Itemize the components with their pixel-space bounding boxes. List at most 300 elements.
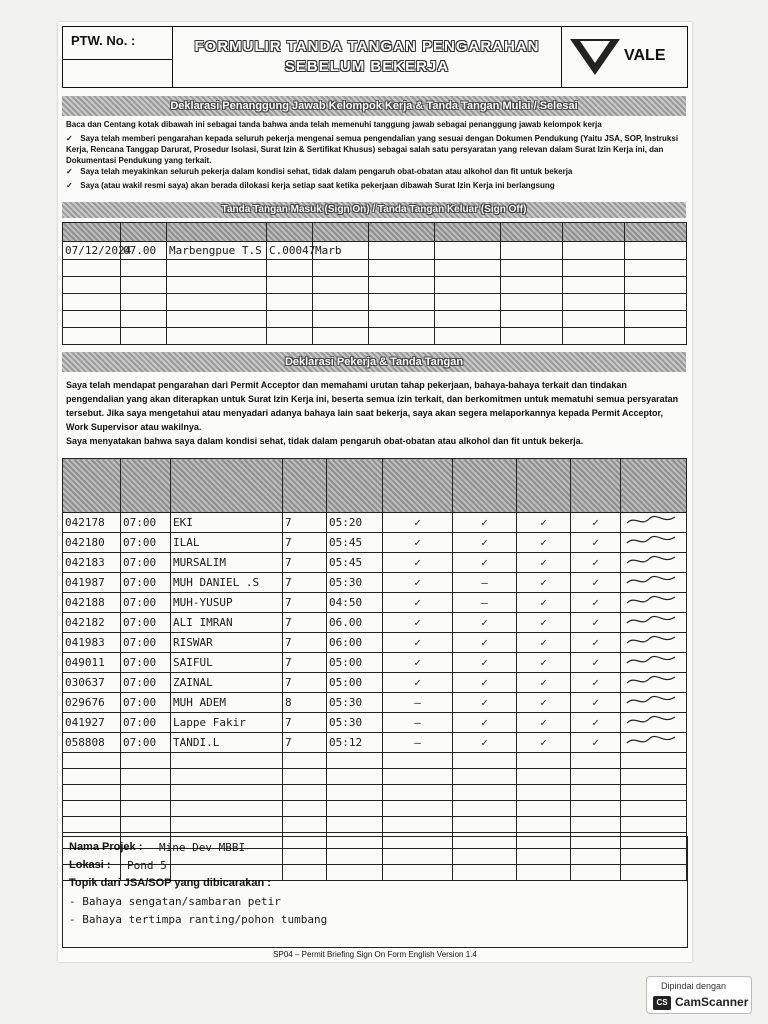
- signon-th: [435, 223, 501, 242]
- signon-cell[interactable]: [625, 242, 687, 260]
- worker-cell[interactable]: [327, 753, 383, 769]
- worker-name[interactable]: ZAINAL: [171, 673, 283, 693]
- worker-th: [453, 459, 517, 513]
- worker-cell[interactable]: [453, 753, 517, 769]
- worker-cell[interactable]: [517, 753, 571, 769]
- signon-time[interactable]: 07.00: [121, 242, 167, 260]
- worker-c1[interactable]: ✓: [383, 573, 453, 593]
- worker-cell[interactable]: [121, 753, 171, 769]
- worker-c3[interactable]: ✓: [517, 733, 571, 753]
- worker-cell[interactable]: [327, 817, 383, 833]
- signon-cell[interactable]: [563, 311, 625, 328]
- signon-th: [267, 223, 313, 242]
- signon-cell[interactable]: [369, 277, 435, 294]
- worker-empty-row: [63, 801, 687, 817]
- worker-cell[interactable]: [517, 817, 571, 833]
- worker-c1[interactable]: ✓: [383, 613, 453, 633]
- worker-cell[interactable]: [283, 801, 327, 817]
- topic-1[interactable]: - Bahaya sengatan/sambaran petir: [69, 895, 281, 908]
- signon-cell[interactable]: [121, 311, 167, 328]
- signon-cell[interactable]: [313, 294, 369, 311]
- worker-c2[interactable]: ✓: [453, 553, 517, 573]
- worker-cell[interactable]: [453, 785, 517, 801]
- signon-cell[interactable]: [501, 294, 563, 311]
- worker-id[interactable]: 041983: [63, 633, 121, 653]
- worker-cell[interactable]: [327, 769, 383, 785]
- worker-cell[interactable]: [121, 817, 171, 833]
- worker-hours[interactable]: 7: [283, 513, 327, 533]
- worker-id[interactable]: 042182: [63, 613, 121, 633]
- signon-cell[interactable]: [501, 260, 563, 277]
- worker-row: [63, 573, 687, 593]
- worker-cell[interactable]: [171, 817, 283, 833]
- worker-cell[interactable]: [571, 753, 621, 769]
- worker-cell[interactable]: [517, 769, 571, 785]
- signon-cell[interactable]: [167, 294, 267, 311]
- worker-signature[interactable]: [621, 533, 687, 553]
- signon-cell[interactable]: [167, 328, 267, 345]
- worker-row: [63, 653, 687, 673]
- worker-c1[interactable]: ✓: [383, 533, 453, 553]
- worker-c3[interactable]: ✓: [517, 693, 571, 713]
- worker-sleep[interactable]: 05:30: [327, 693, 383, 713]
- worker-sleep[interactable]: 05:45: [327, 533, 383, 553]
- worker-cell[interactable]: [383, 785, 453, 801]
- signon-cell[interactable]: [313, 311, 369, 328]
- worker-c2[interactable]: ✓: [453, 693, 517, 713]
- worker-c2[interactable]: ✓: [453, 673, 517, 693]
- worker-c4[interactable]: ✓: [571, 653, 621, 673]
- worker-th: [283, 459, 327, 513]
- worker-cell[interactable]: [621, 817, 687, 833]
- worker-name[interactable]: MURSALIM: [171, 553, 283, 573]
- worker-time[interactable]: 07:00: [121, 633, 171, 653]
- camscanner-caption: Dipindai dengan: [661, 981, 727, 991]
- item-1-text: Saya telah memberi pengarahan kepada seluruh pekerja mengenai semua pengendalian yang sesuai dengan Dokumen Pendukung (Yaitu JSA, SOP, Instruksi Kerja, Rencana Tanggap Darurat, Prosedur Isolasi, Surat Izin & Sertifikat Khusus) sebagai salah satu persyaratan yang relevan dalam Surat Izin Kerja ini, dan Dokumentasi Pendukung yang terkait.: [66, 134, 679, 165]
- signon-cell[interactable]: [435, 294, 501, 311]
- signon-cell[interactable]: [625, 328, 687, 345]
- worker-signature[interactable]: [621, 573, 687, 593]
- signon-cell[interactable]: [435, 242, 501, 260]
- signon-th: [167, 223, 267, 242]
- signature-scribble: [623, 673, 679, 687]
- worker-time[interactable]: 07:00: [121, 573, 171, 593]
- worker-cell[interactable]: [171, 753, 283, 769]
- signon-cell[interactable]: [267, 328, 313, 345]
- signon-id[interactable]: C.00047: [267, 242, 313, 260]
- signon-cell[interactable]: [63, 260, 121, 277]
- signon-th: [625, 223, 687, 242]
- signon-cell[interactable]: [369, 328, 435, 345]
- worker-cell[interactable]: [63, 817, 121, 833]
- worker-name[interactable]: Lappe Fakir: [171, 713, 283, 733]
- worker-hours[interactable]: 7: [283, 573, 327, 593]
- signon-header-row: [63, 223, 687, 242]
- worker-hours[interactable]: 7: [283, 613, 327, 633]
- signon-cell[interactable]: [267, 311, 313, 328]
- worker-c2[interactable]: ✓: [453, 533, 517, 553]
- signon-cell[interactable]: [121, 294, 167, 311]
- worker-c1[interactable]: —: [383, 713, 453, 733]
- worker-th: [63, 459, 121, 513]
- signon-cell[interactable]: [563, 260, 625, 277]
- worker-row: [63, 513, 687, 533]
- signon-cell[interactable]: [369, 242, 435, 260]
- worker-cell[interactable]: [571, 769, 621, 785]
- signon-cell[interactable]: [625, 294, 687, 311]
- worker-signature[interactable]: [621, 633, 687, 653]
- worker-cell[interactable]: [63, 801, 121, 817]
- worker-hours[interactable]: 7: [283, 713, 327, 733]
- worker-c2[interactable]: —: [453, 593, 517, 613]
- worker-c4[interactable]: ✓: [571, 693, 621, 713]
- checkbox-1[interactable]: ✓: [66, 134, 73, 143]
- worker-sleep[interactable]: 05:00: [327, 673, 383, 693]
- signon-cell[interactable]: [501, 328, 563, 345]
- worker-c2[interactable]: ✓: [453, 733, 517, 753]
- checkbox-3[interactable]: ✓: [66, 181, 73, 190]
- worker-signature[interactable]: [621, 613, 687, 633]
- worker-hours[interactable]: 7: [283, 633, 327, 653]
- worker-th: [171, 459, 283, 513]
- worker-c1[interactable]: ✓: [383, 553, 453, 573]
- worker-cell[interactable]: [453, 801, 517, 817]
- worker-id[interactable]: 042178: [63, 513, 121, 533]
- worker-cell[interactable]: [621, 801, 687, 817]
- worker-c3[interactable]: ✓: [517, 673, 571, 693]
- worker-id[interactable]: 042183: [63, 553, 121, 573]
- worker-header-row: [63, 459, 687, 513]
- signon-cell[interactable]: [267, 260, 313, 277]
- worker-cell[interactable]: [121, 801, 171, 817]
- worker-c1[interactable]: —: [383, 693, 453, 713]
- worker-cell[interactable]: [517, 801, 571, 817]
- worker-sleep[interactable]: 06.00: [327, 613, 383, 633]
- worker-row: [63, 613, 687, 633]
- worker-name[interactable]: SAIFUL: [171, 653, 283, 673]
- worker-declaration: [66, 378, 682, 448]
- worker-th: [571, 459, 621, 513]
- signon-cell[interactable]: [313, 277, 369, 294]
- signon-th: [563, 223, 625, 242]
- signon-empty-row: [63, 294, 687, 311]
- worker-signature[interactable]: [621, 693, 687, 713]
- worker-time[interactable]: 07:00: [121, 673, 171, 693]
- worker-c1[interactable]: ✓: [383, 593, 453, 613]
- worker-c2[interactable]: ✓: [453, 633, 517, 653]
- worker-c2[interactable]: ✓: [453, 513, 517, 533]
- worker-cell[interactable]: [571, 801, 621, 817]
- worker-time[interactable]: 07:00: [121, 593, 171, 613]
- worker-cell[interactable]: [383, 817, 453, 833]
- worker-id[interactable]: 042180: [63, 533, 121, 553]
- worker-hours[interactable]: 8: [283, 693, 327, 713]
- worker-hours[interactable]: 7: [283, 533, 327, 553]
- signon-cell[interactable]: [501, 277, 563, 294]
- signature-scribble: [623, 553, 679, 567]
- worker-cell[interactable]: [383, 769, 453, 785]
- signon-cell[interactable]: [563, 328, 625, 345]
- form-sheet: [58, 22, 692, 962]
- signon-bar: Tanda Tangan Masuk (Sign On) / Tanda Tangan Keluar (Sign Off): [62, 202, 686, 218]
- signon-cell[interactable]: [369, 311, 435, 328]
- declaration-text-2: Saya menyatakan bahwa saya dalam kondisi sehat, tidak dalam pengaruh obat-obatan atau alkohol dan fit untuk bekerja.: [66, 436, 584, 446]
- worker-c4[interactable]: ✓: [571, 633, 621, 653]
- signon-cell[interactable]: [625, 311, 687, 328]
- worker-row: [63, 693, 687, 713]
- worker-c4[interactable]: ✓: [571, 713, 621, 733]
- worker-name[interactable]: MUH ADEM: [171, 693, 283, 713]
- worker-cell[interactable]: [283, 817, 327, 833]
- signon-th: [369, 223, 435, 242]
- worker-cell[interactable]: [171, 785, 283, 801]
- worker-table: [62, 458, 687, 881]
- worker-row: [63, 553, 687, 573]
- worker-time[interactable]: 07:00: [121, 553, 171, 573]
- section1-item-2: [66, 166, 682, 177]
- worker-cell[interactable]: [121, 769, 171, 785]
- worker-th: [383, 459, 453, 513]
- signon-date[interactable]: 07/12/2024: [63, 242, 121, 260]
- worker-sleep[interactable]: 05:45: [327, 553, 383, 573]
- worker-sleep[interactable]: 05:12: [327, 733, 383, 753]
- signon-cell[interactable]: [167, 260, 267, 277]
- worker-c3[interactable]: ✓: [517, 713, 571, 733]
- worker-name[interactable]: EKI: [171, 513, 283, 533]
- worker-c4[interactable]: ✓: [571, 553, 621, 573]
- worker-c1[interactable]: ✓: [383, 513, 453, 533]
- worker-cell[interactable]: [327, 801, 383, 817]
- form-footer: SP04 – Permit Briefing Sign On Form English Version 1.4: [273, 950, 477, 959]
- worker-cell[interactable]: [453, 817, 517, 833]
- signon-cell[interactable]: [167, 311, 267, 328]
- signon-cell[interactable]: [369, 260, 435, 277]
- signon-cell[interactable]: [435, 277, 501, 294]
- worker-cell[interactable]: [171, 769, 283, 785]
- worker-cell[interactable]: [63, 753, 121, 769]
- signon-cell[interactable]: [121, 328, 167, 345]
- worker-time[interactable]: 07:00: [121, 713, 171, 733]
- worker-cell[interactable]: [283, 753, 327, 769]
- signon-name[interactable]: Marbengpue T.S: [167, 242, 267, 260]
- worker-id[interactable]: 029676: [63, 693, 121, 713]
- worker-c4[interactable]: ✓: [571, 593, 621, 613]
- signon-cell[interactable]: [313, 328, 369, 345]
- worker-cell[interactable]: [571, 785, 621, 801]
- worker-hours[interactable]: 7: [283, 553, 327, 573]
- signon-cell[interactable]: [435, 328, 501, 345]
- signature-scribble: [623, 733, 679, 747]
- signon-cell[interactable]: [63, 277, 121, 294]
- worker-c3[interactable]: ✓: [517, 633, 571, 653]
- worker-cell[interactable]: [621, 753, 687, 769]
- worker-cell[interactable]: [283, 769, 327, 785]
- worker-id[interactable]: 042188: [63, 593, 121, 613]
- section1-item-1: [66, 133, 682, 166]
- signon-cell[interactable]: [369, 294, 435, 311]
- signon-cell[interactable]: [563, 277, 625, 294]
- signon-th: [121, 223, 167, 242]
- signature-scribble: [623, 573, 679, 587]
- signon-cell[interactable]: [63, 328, 121, 345]
- signature-scribble: [623, 613, 679, 627]
- worker-id[interactable]: 041987: [63, 573, 121, 593]
- project-name-value[interactable]: Mine Dev MBBI: [159, 841, 246, 854]
- signon-cell[interactable]: [501, 311, 563, 328]
- signon-cell[interactable]: [435, 311, 501, 328]
- worker-c4[interactable]: ✓: [571, 513, 621, 533]
- signon-signature[interactable]: Marb: [313, 242, 369, 260]
- signon-cell[interactable]: [501, 242, 563, 260]
- checkbox-2[interactable]: ✓: [66, 167, 73, 176]
- ptw-divider: [63, 59, 173, 60]
- signon-cell[interactable]: [167, 277, 267, 294]
- worker-cell[interactable]: [121, 785, 171, 801]
- signon-cell[interactable]: [625, 260, 687, 277]
- worker-cell[interactable]: [383, 753, 453, 769]
- vale-v-icon: [570, 37, 620, 77]
- signon-cell[interactable]: [435, 260, 501, 277]
- worker-sleep[interactable]: 05:30: [327, 713, 383, 733]
- worker-th: [517, 459, 571, 513]
- worker-id[interactable]: 030637: [63, 673, 121, 693]
- worker-c1[interactable]: —: [383, 733, 453, 753]
- worker-hours[interactable]: 7: [283, 673, 327, 693]
- signon-cell[interactable]: [267, 294, 313, 311]
- signon-cell[interactable]: [121, 277, 167, 294]
- worker-name[interactable]: ILAL: [171, 533, 283, 553]
- worker-cell[interactable]: [283, 785, 327, 801]
- worker-c2[interactable]: —: [453, 573, 517, 593]
- item-2-text: Saya telah meyakinkan seluruh pekerja dalam kondisi sehat, tidak dalam pengaruh obat-obatan atau alkohol dan fit untuk bekerja: [80, 167, 573, 176]
- worker-c4[interactable]: ✓: [571, 733, 621, 753]
- item-3-text: Saya (atau wakil resmi saya) akan berada dilokasi kerja setiap saat ketika pekerjaan dibawah Surat Izin Kerja ini berlangsung: [80, 181, 555, 190]
- worker-signature[interactable]: [621, 513, 687, 533]
- worker-c3[interactable]: ✓: [517, 533, 571, 553]
- worker-signature[interactable]: [621, 593, 687, 613]
- worker-c3[interactable]: ✓: [517, 513, 571, 533]
- worker-time[interactable]: 07:00: [121, 693, 171, 713]
- worker-row: [63, 713, 687, 733]
- worker-th: [327, 459, 383, 513]
- form-header: [62, 26, 688, 88]
- signon-cell[interactable]: [625, 277, 687, 294]
- worker-c4[interactable]: ✓: [571, 673, 621, 693]
- worker-id[interactable]: 041927: [63, 713, 121, 733]
- worker-name[interactable]: MUH DANIEL .S: [171, 573, 283, 593]
- worker-cell[interactable]: [621, 769, 687, 785]
- worker-signature[interactable]: [621, 733, 687, 753]
- worker-time[interactable]: 07:00: [121, 733, 171, 753]
- project-location-value[interactable]: Pond 5: [127, 859, 167, 872]
- signon-cell[interactable]: [121, 260, 167, 277]
- worker-name[interactable]: ALI IMRAN: [171, 613, 283, 633]
- worker-signature[interactable]: [621, 673, 687, 693]
- section1-bar: Deklarasi Penanggung Jawab Kelompok Kerja & Tanda Tangan Mulai / Selesai: [62, 96, 686, 116]
- ptw-number-box[interactable]: [63, 27, 173, 87]
- worker-sleep[interactable]: 05:30: [327, 573, 383, 593]
- signon-cell[interactable]: [313, 260, 369, 277]
- worker-signature[interactable]: [621, 553, 687, 573]
- worker-cell[interactable]: [63, 769, 121, 785]
- signon-th: [501, 223, 563, 242]
- worker-sleep[interactable]: 06:00: [327, 633, 383, 653]
- worker-c2[interactable]: ✓: [453, 653, 517, 673]
- worker-cell[interactable]: [383, 801, 453, 817]
- worker-name[interactable]: TANDI.L: [171, 733, 283, 753]
- worker-c3[interactable]: ✓: [517, 553, 571, 573]
- worker-th: [621, 459, 687, 513]
- worker-cell[interactable]: [327, 785, 383, 801]
- worker-hours[interactable]: 7: [283, 733, 327, 753]
- worker-c3[interactable]: ✓: [517, 613, 571, 633]
- worker-cell[interactable]: [171, 801, 283, 817]
- signon-cell[interactable]: [563, 242, 625, 260]
- signature-scribble: [623, 633, 679, 647]
- camscanner-logo-icon: CS: [653, 996, 671, 1010]
- signon-cell[interactable]: [63, 294, 121, 311]
- worker-sleep[interactable]: 05:20: [327, 513, 383, 533]
- worker-sleep[interactable]: 04:50: [327, 593, 383, 613]
- worker-hours[interactable]: 7: [283, 653, 327, 673]
- signon-cell[interactable]: [563, 294, 625, 311]
- worker-name[interactable]: RISWAR: [171, 633, 283, 653]
- worker-name[interactable]: MUH-YUSUP: [171, 593, 283, 613]
- signon-row: [63, 242, 687, 260]
- project-box: [62, 836, 688, 948]
- worker-row: [63, 733, 687, 753]
- signon-cell[interactable]: [63, 311, 121, 328]
- worker-c4[interactable]: ✓: [571, 573, 621, 593]
- declaration-text-1: Saya telah mendapat pengarahan dari Permit Acceptor dan memahami urutan tahap pekerjaan, bahaya-bahaya terkait dan tindakan pengendalian yang akan diterapkan untuk Surat Izin Kerja ini, beserta semua izin terkait, dan berkomitmen untuk mematuhi semua persyaratan tersebut. Jika saya mengetahui atau menyadari adanya bahaya lain saat bekerja, saya akan segera melaporkannya kepada Permit Acceptor, Work Supervisor atau wakilnya.: [66, 380, 679, 432]
- signon-empty-row: [63, 260, 687, 277]
- worker-time[interactable]: 07:00: [121, 513, 171, 533]
- signon-cell[interactable]: [267, 277, 313, 294]
- signature-scribble: [623, 713, 679, 727]
- worker-signature[interactable]: [621, 653, 687, 673]
- worker-signature[interactable]: [621, 713, 687, 733]
- topic-2[interactable]: - Bahaya tertimpa ranting/pohon tumbang: [69, 913, 328, 926]
- worker-c3[interactable]: ✓: [517, 573, 571, 593]
- worker-c1[interactable]: ✓: [383, 633, 453, 653]
- worker-c1[interactable]: ✓: [383, 673, 453, 693]
- signon-th: [313, 223, 369, 242]
- worker-cell[interactable]: [571, 817, 621, 833]
- section1-intro: Baca dan Centang kotak dibawah ini sebagai tanda bahwa anda telah memenuhi tanggung jawab sebagai penanggung jawab kelompok kerja: [66, 120, 602, 129]
- worker-time[interactable]: 07:00: [121, 653, 171, 673]
- worker-c4[interactable]: ✓: [571, 533, 621, 553]
- worker-c1[interactable]: ✓: [383, 653, 453, 673]
- worker-c3[interactable]: ✓: [517, 653, 571, 673]
- signature-scribble: [623, 533, 679, 547]
- worker-cell[interactable]: [453, 769, 517, 785]
- worker-c2[interactable]: ✓: [453, 713, 517, 733]
- worker-c2[interactable]: ✓: [453, 613, 517, 633]
- worker-c3[interactable]: ✓: [517, 593, 571, 613]
- camscanner-badge: [646, 976, 752, 1014]
- form-title-line2: SEBELUM BEKERJA: [284, 58, 450, 75]
- worker-id[interactable]: 049011: [63, 653, 121, 673]
- worker-cell[interactable]: [621, 785, 687, 801]
- worker-hours[interactable]: 7: [283, 593, 327, 613]
- worker-c4[interactable]: ✓: [571, 613, 621, 633]
- worker-cell[interactable]: [517, 785, 571, 801]
- worker-cell[interactable]: [63, 785, 121, 801]
- worker-id[interactable]: 058808: [63, 733, 121, 753]
- worker-time[interactable]: 07:00: [121, 533, 171, 553]
- worker-sleep[interactable]: 05:00: [327, 653, 383, 673]
- worker-time[interactable]: 07:00: [121, 613, 171, 633]
